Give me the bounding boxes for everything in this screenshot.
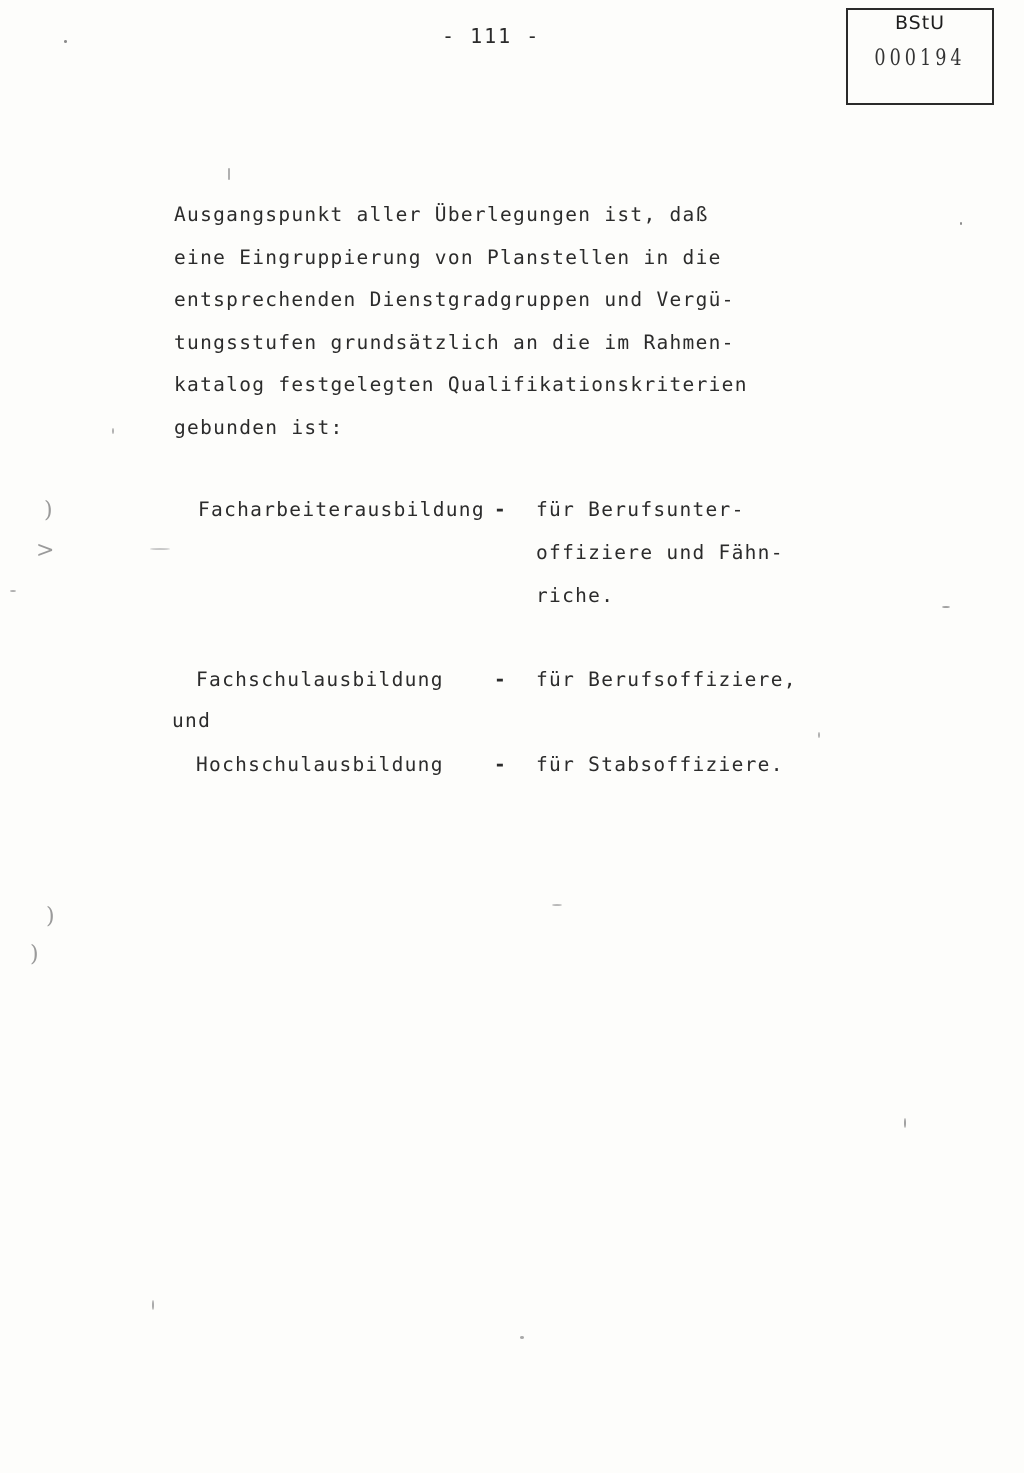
- archive-stamp: [846, 8, 994, 105]
- punch-hole-mark: ): [44, 498, 53, 523]
- dash: -: [494, 753, 506, 776]
- scan-speck: [64, 40, 67, 43]
- stamp-label: BStU: [894, 12, 946, 34]
- paragraph-line: katalog festgelegten Qualifikationskriterien: [174, 373, 748, 396]
- target-line: riche.: [536, 584, 615, 607]
- punch-hole-mark: >: [36, 538, 55, 563]
- paragraph-line: Ausgangspunkt aller Überlegungen ist, daß: [174, 203, 709, 226]
- scan-speck: [228, 168, 230, 180]
- training-hochschule: Hochschulausbildung: [196, 753, 444, 776]
- stamp-number: 000194: [874, 46, 966, 71]
- scan-speck: [942, 606, 950, 608]
- page-number: - 111 -: [442, 24, 541, 48]
- training-fachschule: Fachschulausbildung: [196, 668, 444, 691]
- dash: -: [494, 668, 506, 691]
- paragraph-line: tungsstufen grundsätzlich an die im Rahmen-: [174, 330, 735, 354]
- scan-speck: [904, 1118, 906, 1128]
- scan-speck: [818, 732, 820, 738]
- training-facharbeiter: Facharbeiterausbildung: [198, 498, 485, 521]
- target-line: offiziere und Fähn-: [536, 541, 784, 564]
- punch-hole-mark: ): [30, 942, 39, 967]
- connector-und: und: [172, 709, 212, 732]
- scan-speck: [152, 1300, 154, 1310]
- paragraph-line: eine Eingruppierung von Planstellen in die: [174, 245, 722, 269]
- intro-paragraph: [174, 194, 748, 449]
- paragraph-line: gebunden ist:: [174, 415, 344, 439]
- target-line: für Berufsunter-: [536, 498, 745, 521]
- scan-speck: [10, 590, 16, 592]
- paragraph-line: entsprechenden Dienstgradgruppen und Vergü-: [174, 288, 735, 311]
- scan-speck: [552, 904, 562, 906]
- target-line: für Berufsoffiziere,: [536, 668, 797, 691]
- dash: -: [494, 498, 506, 521]
- scan-speck: [960, 222, 962, 225]
- punch-hole-mark: ): [46, 904, 55, 929]
- scan-speck: [150, 548, 170, 550]
- target-line: für Stabsoffiziere.: [536, 753, 784, 776]
- scan-speck: [112, 428, 114, 434]
- scan-speck: [520, 1336, 524, 1339]
